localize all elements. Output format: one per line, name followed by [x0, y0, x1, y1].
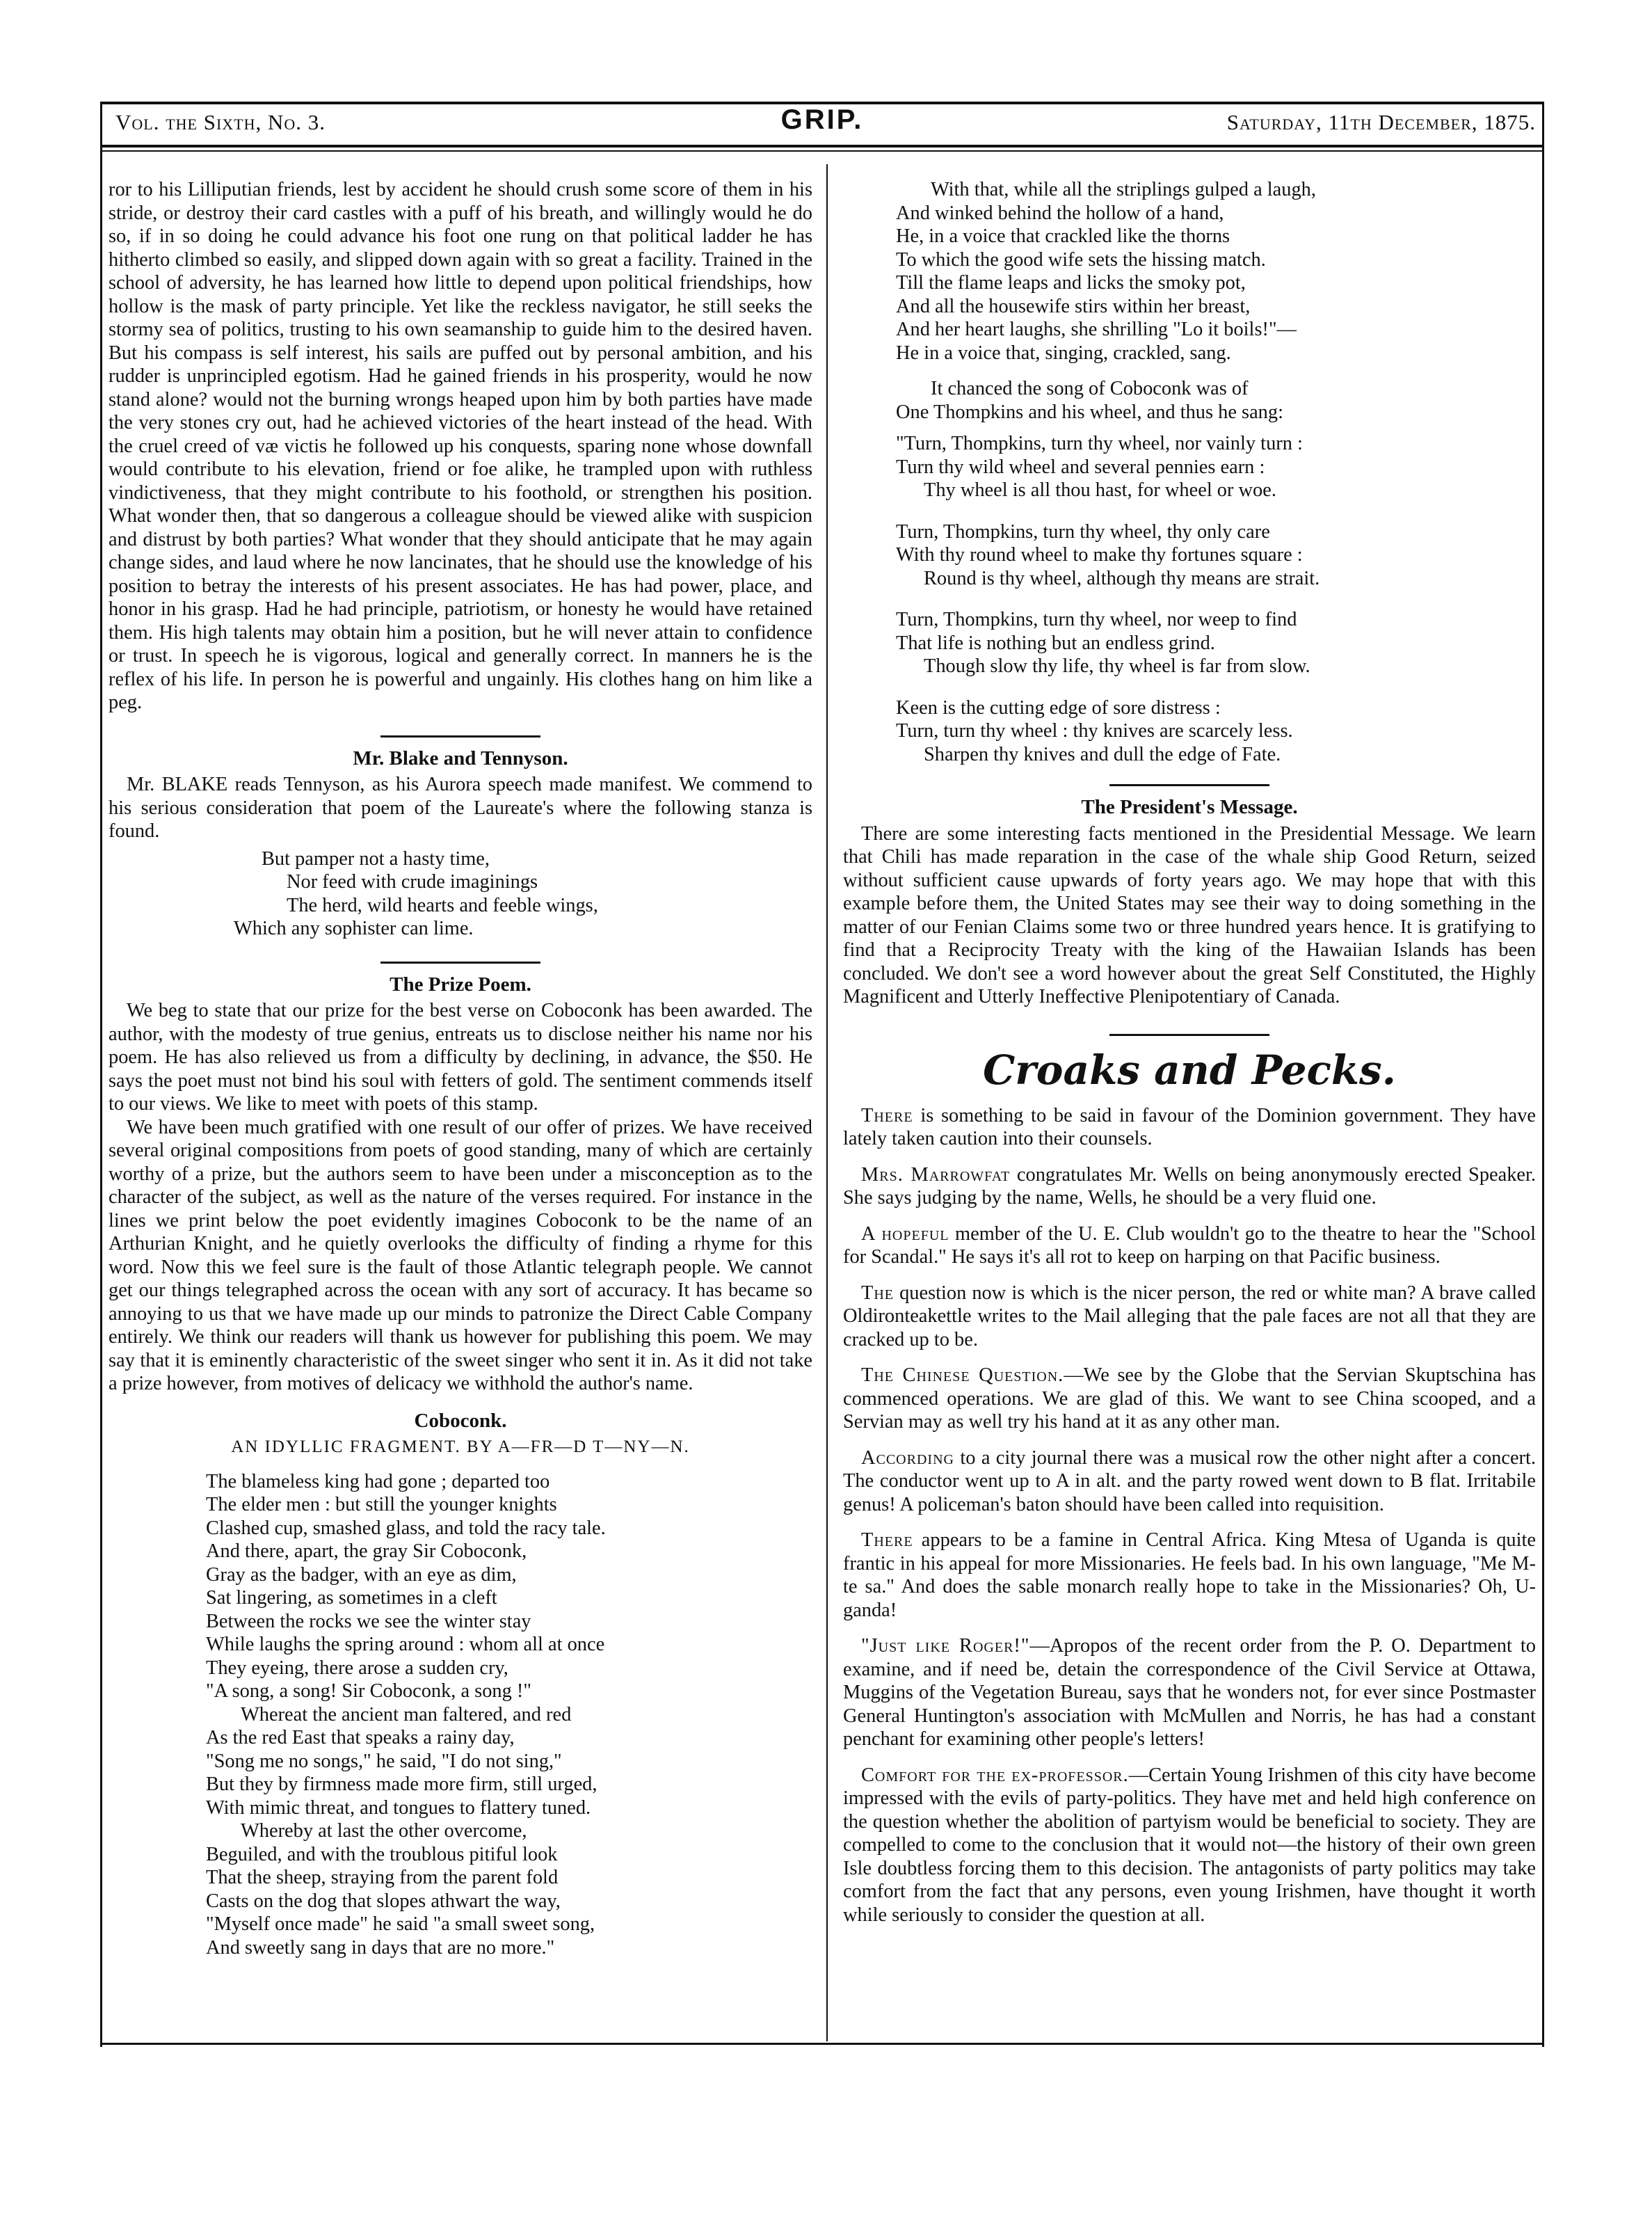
poem-line: Between the rocks we see the winter stay [206, 1610, 531, 1632]
poem-line: While laughs the spring around : whom all at once [206, 1634, 605, 1655]
paragraph-item [843, 1764, 1536, 1927]
section-separator [380, 735, 540, 738]
song-line: Turn, Thompkins, turn thy wheel, nor weep to find [896, 609, 1297, 630]
column-divider [826, 164, 828, 2041]
poem-line: Casts on the dog that slopes athwart the way, [206, 1890, 561, 1912]
song-stanza-2 [896, 520, 1536, 591]
poem-line: And her heart laughs, she shrilling "Lo it boils!"— [896, 319, 1297, 340]
song-stanza-4 [896, 696, 1536, 767]
verse-line: But pamper not a hasty time, [262, 847, 490, 870]
publication-title: GRIP. [780, 104, 864, 135]
header-rule-thick [102, 145, 1543, 148]
section-separator [1109, 784, 1269, 786]
poem-coboconk [206, 1470, 812, 1960]
poem-line: "Song me no songs," he said, "I do not sing," [206, 1750, 562, 1772]
poem-line: He, in a voice that crackled like the thorns [896, 225, 1230, 247]
item-lead: There [861, 1104, 913, 1126]
right-column [843, 178, 1536, 1939]
item-text: appears to be a famine in Central Africa. King Mtesa of Uganda is quite frantic in his appeal for more Missionaries. He feels bad. In his own language, "Me M-te sa." And does the sable monarch really hope to take in the Missionaries? Oh, U-ganda! [843, 1529, 1536, 1621]
poem-line: Whereby at last the other overcome, [241, 1820, 527, 1842]
section-separator [1109, 1034, 1269, 1036]
poem-line: To which the good wife sets the hissing match. [896, 248, 1266, 271]
poem-continuation [896, 178, 1536, 365]
president-text: There are some interesting facts mentioned in the Presidential Message. We learn that Chili has made reparation in the case of the whale ship Good Return, seized without sufficient cause upwards of forty years ago. We may hope that with this example before them, the United States may see their way to doing something in the matter of our Fenian Claims some two or three hundred years hence. It is gratifying to find that a Reciprocity Treaty with the king of the Hawaiian Islands has been concluded. We don't see a word however about the great Self Constituted, the Highly Magnificent and Utterly Ineffective Plenipotentiary of Canada. [843, 822, 1536, 1007]
section-title-croaks: Croaks and Pecks. [983, 1046, 1396, 1094]
item-lead: There [861, 1529, 913, 1551]
left-border [100, 102, 102, 2047]
header-rule-thin [102, 150, 1543, 152]
poem-subtitle: AN IDYLLIC FRAGMENT. BY A—FR—D T—NY—N. [231, 1437, 690, 1456]
song-line: Though slow thy life, thy wheel is far from slow. [924, 655, 1310, 677]
song-line: With thy round wheel to make thy fortunes square : [896, 544, 1303, 566]
poem-line: With that, while all the striplings gulped a laugh, [931, 179, 1316, 200]
poem-line: "A song, a song! Sir Coboconk, a song !" [206, 1680, 531, 1702]
item-lead: According [861, 1446, 954, 1469]
section-title-blake: Mr. Blake and Tennyson. [353, 747, 568, 770]
poem-line: And sweetly sang in days that are no more." [206, 1936, 555, 1959]
poem-line: One Thompkins and his wheel, and thus he sang: [896, 401, 1283, 423]
poem-line: Beguiled, and with the troublous pitiful look [206, 1843, 558, 1865]
song-line: Turn, Thompkins, turn thy wheel, thy only care [896, 520, 1270, 543]
poem-line: Till the flame leaps and licks the smoky pot, [896, 272, 1246, 294]
paragraph-item [843, 1163, 1536, 1210]
item-lead: Comfort for the ex-professor. [861, 1764, 1129, 1786]
song-line: Round is thy wheel, although thy means are strait. [924, 567, 1320, 589]
poem-line: "Myself once made" he said "a small sweet song, [206, 1913, 595, 1935]
poem-line: As the red East that speaks a rainy day, [206, 1727, 515, 1748]
item-text: —Certain Young Irishmen of this city have become impressed with the evils of party-politics. They have met and held high conference on the question whether the abolition of partyism would be beneficial to society. They are compelled to come to the conclusion that it would not—the history of their own green Isle doubtless forcing them to this decision. The antagonists of party politics may take comfort from the fact that any persons, even young Irishmen, have thought it worth while seriously to consider the question at all. [843, 1764, 1536, 1926]
poem-intro-lines [896, 377, 1536, 424]
poem-line: And all the housewife stirs within her breast, [896, 295, 1251, 317]
left-column [109, 178, 812, 1959]
paragraph-item [843, 1364, 1536, 1434]
paragraph-item [843, 1104, 1536, 1151]
verse-line: Nor feed with crude imaginings [287, 871, 538, 893]
item-lead: Mrs. Marrowfat [861, 1163, 1011, 1186]
volume-info: Vol. the Sixth, No. 3. [115, 110, 326, 134]
song-stanza-3 [896, 608, 1536, 678]
poem-line: And there, apart, the gray Sir Coboconk, [206, 1540, 527, 1562]
paragraph-item [843, 1446, 1536, 1517]
poem-line: They eyeing, there arose a sudden cry, [206, 1657, 508, 1679]
paragraph-item [843, 1529, 1536, 1622]
item-text: is something to be said in favour of the Dominion government. They have lately taken caution into their counsels. [843, 1104, 1536, 1149]
paragraph-item [843, 1282, 1536, 1352]
song-line: Turn, turn thy wheel : thy knives are scarcely less. [896, 720, 1293, 742]
prize-paragraph-2: We have been much gratified with one result of our offer of prizes. We have received several original compositions from poets of good standing, many of which are certainly worthy of a prize, but the authors seem to have been under a misconception as to the character of the subject, as well as the nature of the verses required. For instance in the lines we print below the poet evidently imagines Coboconk to be the name of an Arthurian Knight, and he quietly overlooks the difficulty of finding a rhyme for this word. Now this we feel sure is the fault of those Atlantic telegraph people. We cannot get our things telegraphed across the ocean with any sort of accuracy. It has became so annoying to us that we have made up our minds to patronize the Direct Cable Company entirely. We think our readers will thank us however for publishing this poem. We may say that it is eminently characteristic of the sweet singer who sent it in. As it did not take a prize however, from motives of delicacy we withhold the author's name. [109, 1116, 812, 1394]
song-line: "Turn, Thompkins, turn thy wheel, nor vainly turn : [896, 433, 1303, 454]
song-line: Turn thy wild wheel and several pennies earn : [896, 456, 1265, 478]
item-text: question now is which is the nicer person, the red or white man? A brave called Oldironteakettle writes to the Mail alleging that the pale faces are not all that they are cracked up to be. [843, 1282, 1536, 1350]
item-text: —Apropos of the recent order from the P. O. Department to examine, and if need be, detain the correspondence of the Civil Service at Ottawa, Muggins of the Vegetation Bureau, says that he wonders not, for ever since Postmaster General Huntington's association with McMullen and Norris, he has had a constant penchant for examining other people's letters! [843, 1635, 1536, 1750]
section-title-prize: The Prize Poem. [390, 973, 531, 996]
poem-line: The elder men : but still the younger knights [206, 1494, 557, 1515]
poem-title: Coboconk. [414, 1409, 507, 1432]
song-stanza-1 [896, 432, 1536, 502]
paragraph-item [843, 1222, 1536, 1269]
poem-line: Sat lingering, as sometimes in a cleft [206, 1587, 497, 1609]
item-lead: "Just like Roger!" [861, 1635, 1030, 1657]
verse-line: Which any sophister can lime. [234, 918, 474, 939]
item-text: member of the U. E. Club wouldn't go to the theatre to hear the "School for Scandal." He says it's all rot to keep on harping on that Pacific business. [843, 1222, 1536, 1268]
poem-line: With mimic threat, and tongues to flattery tuned. [206, 1796, 591, 1819]
song-line: Keen is the cutting edge of sore distress : [896, 696, 1221, 719]
bottom-rule [102, 2043, 1543, 2045]
verse-line: The herd, wild hearts and feeble wings, [287, 894, 598, 916]
item-lead: The Chinese Question. [861, 1364, 1064, 1386]
item-text: —We see by the Globe that the Servian Skuptschina has commenced operations. We are glad of this. We want to see China scooped, and a Servian may as well try his hand at it as any other man. [843, 1364, 1536, 1433]
item-text: congratulates Mr. Wells on being anonymously erected Speaker. She says judging by the name, Wells, he should be a very fluid one. [843, 1163, 1536, 1209]
item-text: to a city journal there was a musical row the other night after a concert. The conductor went up to A in alt. and the party rowed went down to B flat. Irritabile genus! A policeman's baton should have been called into requisition. [843, 1446, 1536, 1515]
section-separator [380, 962, 540, 964]
poem-line: The blameless king had gone ; departed too [206, 1470, 550, 1492]
poem-line: He in a voice that, singing, crackled, sang. [896, 342, 1231, 364]
poem-line: And winked behind the hollow of a hand, [896, 202, 1224, 224]
paragraph-item [843, 1634, 1536, 1751]
poem-line: Clashed cup, smashed glass, and told the racy tale. [206, 1517, 606, 1539]
item-lead: The [861, 1282, 895, 1304]
song-line: That life is nothing but an endless grind. [896, 632, 1215, 654]
section-title-president: The President's Message. [1081, 796, 1298, 818]
right-border [1542, 102, 1544, 2047]
blake-verse [234, 847, 812, 941]
song-line: Thy wheel is all thou hast, for wheel or woe. [924, 479, 1276, 501]
issue-date: Saturday, 11th December, 1875. [1226, 110, 1536, 134]
poem-line: Gray as the badger, with an eye as dim, [206, 1563, 517, 1586]
poem-line: Whereat the ancient man faltered, and red [241, 1703, 572, 1725]
song-line: Sharpen thy knives and dull the edge of Fate. [924, 743, 1281, 765]
masthead [102, 103, 1543, 143]
prize-paragraph-1: We beg to state that our prize for the best verse on Coboconk has been awarded. The author, with the modesty of true genius, entreats us to disclose neither his name nor his poem. He has also relieved us from a difficulty by declining, in advance, the $50. He says the poet must not bind his soul with fetters of gold. The sentiment commends itself to our views. We like to meet with poets of this stamp. [109, 1000, 812, 1115]
item-lead: A hopeful [861, 1222, 949, 1245]
poem-line: It chanced the song of Coboconk was of [931, 378, 1249, 399]
blake-text: Mr. BLAKE reads Tennyson, as his Aurora speech made manifest. We commend to his serious consideration that poem of the Laureate's where the following stanza is found. [109, 774, 812, 842]
poem-line: But they by firmness made more firm, still urged, [206, 1773, 598, 1795]
article-continuation: ror to his Lilliputian friends, lest by accident he should crush some score of them in his stride, or destroy their card castles with a puff of his breath, and willingly would he do so, if in so doing he could advance his foot one rung on that political ladder he has hitherto climbed so easily, and slipped down again with so great a facility. Trained in the school of adversity, he has learned how little to depend upon political friendships, how hollow is the mask of party principle. Yet like the reckless navigator, he still seeks the stormy sea of politics, trusting to his own seamanship to guide him to the desired haven. But his compass is self interest, his sails are puffed out by personal ambition, and his rudder is unprincipled egotism. Had he gained friends in his prosperity, would he now stand alone? would not the burning wrongs heaped upon him by both parties have made the very stones cry out, had he achieved victories of the heart instead of the head. With the cruel creed of væ victis he followed up his conquests, sparing none whose downfall would contribute to his elevation, friend or foe alike, he trampled upon with ruthless vindictiveness, that they might contribute to his foothold, or strengthen his position. What wonder then, that so dangerous a colleague should be viewed alike with suspicion and distrust by both parties? What wonder that they should anticipate that he may again change sides, and laud where he now lancinates, that he should use the knowledge of his position to betray the interests of his present associates. He has had power, place, and honor in his grasp. Had he had principle, patriotism, or honesty he would have retained them. His high talents may obtain him a position, but he will never attain to confidence or trust. In speech he is vigorous, logical and generally correct. In manners he is the reflex of his life. In person he is powerful and ungainly. His clothes hang on him like a peg. [109, 179, 812, 713]
poem-line: That the sheep, straying from the parent fold [206, 1867, 559, 1888]
